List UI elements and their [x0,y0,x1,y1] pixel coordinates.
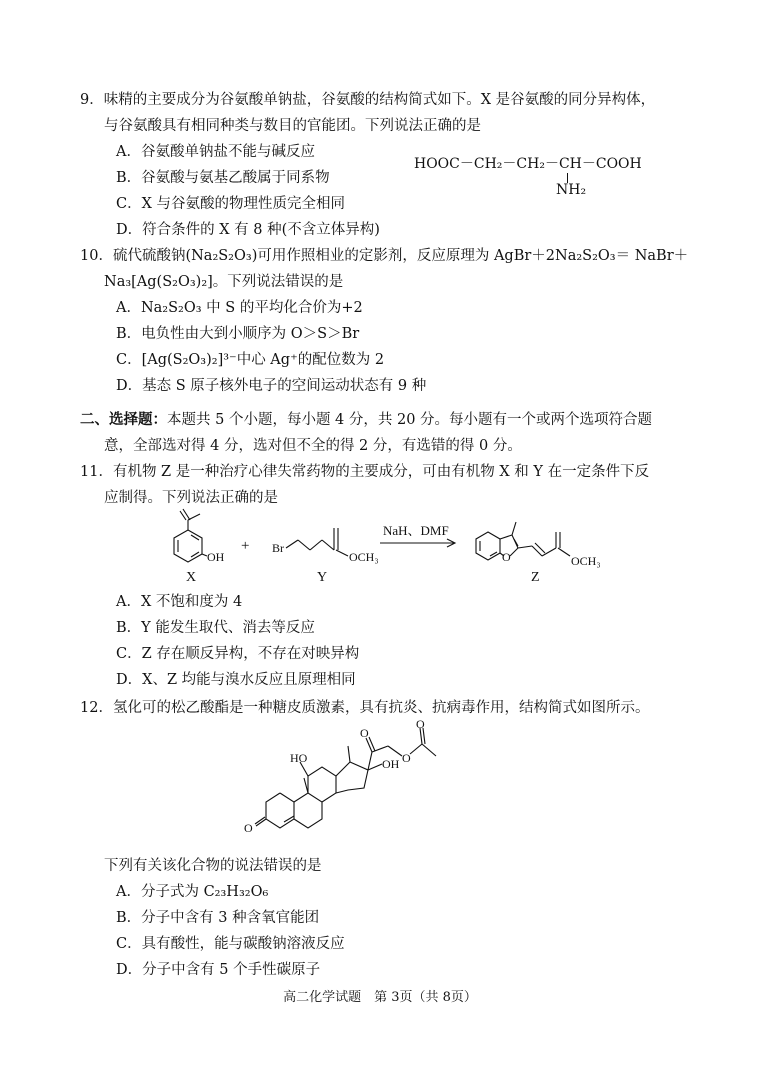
molecule-y [286,528,348,556]
q11-option-d: D．X、Z 均能与溴水反应且原理相同 [116,672,356,688]
x-oh-label: OH [207,550,225,564]
page-footer: 高二化学试题 第 3页（共 8页） [283,990,477,1005]
molecule-z [476,522,570,560]
q12-option-d: D．分子中含有 5 个手性碳原子 [116,962,321,978]
reaction-reagent: NaH、DMF [383,523,449,538]
q12-option-a: A．分子式为 C₂₃H₃₂O₆ [116,884,269,900]
reaction-arrow [380,539,455,547]
q9-option-c: C．X 与谷氨酸的物理性质完全相同 [116,196,346,212]
z-och3-label: OCH₃ [571,554,601,568]
q12-option-c: C．具有酸性，能与碳酸钠溶液反应 [116,936,345,952]
q10-option-a: A．Na₂S₂O₃ 中 S 的平均化合价为+2 [116,300,363,316]
glutamic-acid-formula: HOOC－CH₂－CH₂－CH－COOH [414,156,642,172]
glutamic-acid-nh2: NH₂ [556,182,587,198]
section2-line2: 意，全部选对得 4 分，选对但不全的得 2 分，有选错的得 0 分。 [104,438,522,454]
section2-title: 二、选择题： [80,411,167,428]
q11-option-b: B．Y 能发生取代、消去等反应 [116,620,315,636]
q11-reaction-scheme [150,508,630,586]
q9-stem-line2: 与谷氨酸具有相同种类与数目的官能团。下列说法正确的是 [104,118,481,134]
section2-instructions: 本题共 5 个小题，每小题 4 分，共 20 分。每小题有一个或两个选项符合题 [167,412,653,428]
q12-question: 下列有关该化合物的说法错误的是 [104,858,322,874]
q11-stem-line1: 11．有机物 Z 是一种治疗心律失常药物的主要成分，可由有机物 X 和 Y 在一定条件下反 [80,464,650,480]
q10-stem-line2: Na₃[Ag(S₂O₃)₂]。下列说法错误的是 [104,274,344,290]
q11-option-c: C．Z 存在顺反异构，不存在对映异构 [116,646,360,662]
q9-option-b: B．谷氨酸与氨基乙酸属于同系物 [116,170,330,186]
y-br-label: Br [272,541,284,555]
q9-option-a: A．谷氨酸单钠盐不能与碱反应 [116,144,315,160]
label-ketone-o-side: O [360,726,369,740]
q10-option-d: D．基态 S 原子核外电子的空间运动状态有 9 种 [116,378,427,394]
q10-option-b: B．电负性由大到小顺序为 O＞S＞Br [116,326,360,342]
q12-option-b: B．分子中含有 3 种含氧官能团 [116,910,320,926]
hydrocortisone-acetate-structure [240,718,510,848]
molecule-x [174,509,207,562]
label-x: X [186,570,197,585]
label-ho: HO [290,751,308,765]
q11-stem-line2: 应制得。下列说法正确的是 [104,490,278,506]
label-y: Y [317,570,328,585]
plus-sign: + [241,538,250,554]
q12-stem-line1: 12．氢化可的松乙酸酯是一种糖皮质激素，具有抗炎、抗病毒作用，结构简式如图所示。 [80,700,650,716]
section2-line1 [80,410,652,430]
label-17-oh: OH [382,757,400,771]
label-ketone-o-ring: O [244,821,253,835]
q9-stem-line1: 9．味精的主要成分为谷氨酸单钠盐，谷氨酸的结构简式如下。X 是谷氨酸的同分异构体， [80,92,656,108]
label-acetyl-o: O [416,718,425,731]
q11-option-a: A．X 不饱和度为 4 [116,594,243,610]
q10-stem-line1: 10．硫代硫酸钠(Na₂S₂O₃)可用作照相业的定影剂，反应原理为 AgBr＋2Na₂S₂O₃＝ NaBr＋ [80,248,689,264]
label-ester-o: O [402,751,411,765]
z-ring-o-label: O [502,550,511,564]
q9-option-d: D．符合条件的 X 有 8 种(不含立体异构) [116,222,380,238]
label-z: Z [531,570,540,585]
q10-option-c: C．[Ag(S₂O₃)₂]³⁻中心 Ag⁺的配位数为 2 [116,352,385,368]
y-och3-label: OCH₃ [349,550,379,564]
